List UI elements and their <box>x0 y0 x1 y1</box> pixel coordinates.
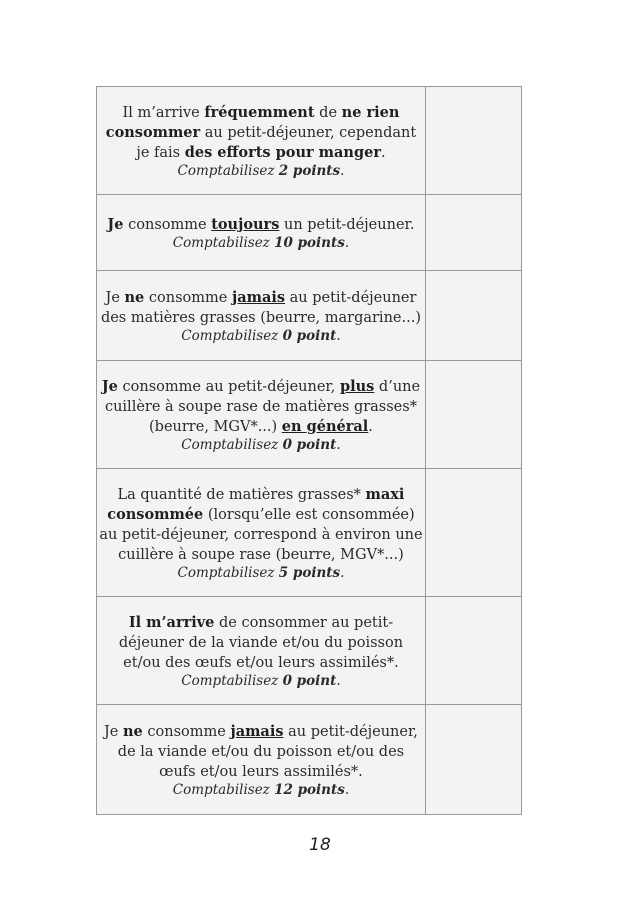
statement-segment: au petit-déjeuner, de la viande et/ou du poisson et/ou des œufs et/ou leurs assimilés*. <box>117 723 418 780</box>
table-row <box>97 87 522 195</box>
statement-segment: de consommer au petit-déjeuner de la viande et/ou du poisson et/ou des œufs et/ou leurs assimilés*. <box>118 614 404 671</box>
emphasis-bold: maxi consommée <box>107 485 405 523</box>
statement-cell <box>97 87 426 195</box>
statement-text <box>97 103 425 163</box>
statement-text <box>97 288 425 328</box>
statement-segment: . <box>368 418 373 435</box>
emphasis-bold: ne rien consommer <box>105 103 400 141</box>
statement-text <box>97 613 425 673</box>
score-cell[interactable] <box>425 469 521 597</box>
points-line: Comptabilisez 10 points. <box>172 234 350 251</box>
table-row <box>97 361 522 469</box>
statement-segment: de <box>314 104 342 121</box>
statement-segment: au petit-déjeuner, cependant je fais <box>136 124 417 161</box>
statement-text <box>97 377 425 437</box>
emphasis-bold: fréquemment <box>204 103 315 121</box>
emphasis-underlined: toujours <box>211 215 280 233</box>
points-line: Comptabilisez 0 point. <box>181 672 341 689</box>
statement-text <box>97 215 425 235</box>
statement-segment: consomme <box>142 723 231 740</box>
emphasis-bold: Je <box>107 215 124 233</box>
statement-cell <box>97 469 426 597</box>
statement-segment: consomme <box>123 216 212 233</box>
points-line: Comptabilisez 0 point. <box>181 436 341 453</box>
emphasis-underlined: plus <box>339 377 375 395</box>
score-cell[interactable] <box>425 361 521 469</box>
statement-cell <box>97 271 426 361</box>
statement-cell <box>97 705 426 815</box>
statement-segment: au petit-déjeuner des matières grasses (beurre, margarine...) <box>100 289 421 326</box>
score-cell[interactable] <box>425 271 521 361</box>
statement-segment: (lorsqu’elle est consommée) au petit-déjeuner, correspond à environ une cuillère à soupe rase (beurre, MGV*...) <box>99 506 423 563</box>
points-line: Comptabilisez 2 points. <box>177 162 345 179</box>
points-line: Comptabilisez 0 point. <box>181 327 341 344</box>
emphasis-underlined: jamais <box>231 288 286 306</box>
table-row <box>97 469 522 597</box>
statement-segment: Il m’arrive <box>122 104 205 121</box>
score-cell[interactable] <box>425 87 521 195</box>
statement-text <box>97 722 425 782</box>
statement-cell <box>97 195 426 271</box>
emphasis-underlined: jamais <box>230 722 284 740</box>
statement-segment: consomme <box>144 289 232 306</box>
points-line: Comptabilisez 5 points. <box>177 564 345 581</box>
statement-segment: d’une cuillère à soupe rase de matières grasses* (beurre, MGV*...) <box>104 378 421 435</box>
table-row <box>97 597 522 705</box>
score-cell[interactable] <box>425 705 521 815</box>
statement-segment: un petit-déjeuner. <box>279 216 415 233</box>
emphasis-bold: des efforts pour manger <box>184 143 381 161</box>
score-cell[interactable] <box>425 195 521 271</box>
page-number: 18 <box>309 835 331 855</box>
emphasis-bold: Je <box>101 377 118 395</box>
emphasis-bold: ne <box>124 288 145 306</box>
statement-segment: . <box>380 144 386 161</box>
emphasis-underlined: en général <box>281 417 369 435</box>
table-row <box>97 705 522 815</box>
statement-text <box>97 485 425 565</box>
score-cell[interactable] <box>425 597 521 705</box>
table-row <box>97 271 522 361</box>
statement-segment: La quantité de matières grasses* <box>117 486 366 503</box>
emphasis-bold: Il m’arrive <box>128 613 215 631</box>
table-row <box>97 195 522 271</box>
emphasis-bold: ne <box>123 722 143 740</box>
score-table <box>96 86 522 815</box>
statement-segment: Je <box>105 289 125 306</box>
statement-segment: Je <box>103 723 123 740</box>
points-line: Comptabilisez 12 points. <box>172 781 350 798</box>
statement-cell <box>97 597 426 705</box>
statement-cell <box>97 361 426 469</box>
statement-segment: consomme au petit-déjeuner, <box>117 378 340 395</box>
